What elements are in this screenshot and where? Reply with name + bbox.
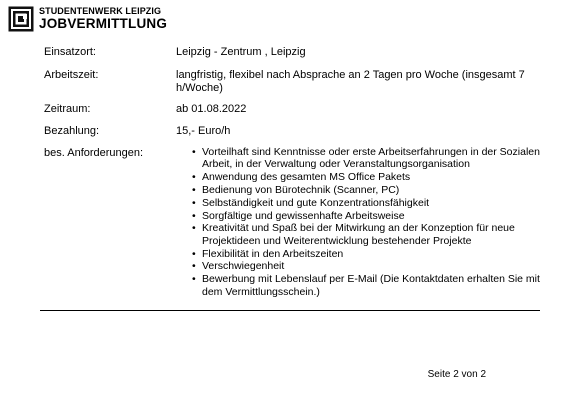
logo-line1: STUDENTENWERK LEIPZIG [39,6,162,17]
list-item: • Selbständigkeit und gute Konzentrationsfähigkeit [202,197,554,209]
logo [8,6,167,32]
list-item: • Bewerbung mit Lebenslauf per E-Mail (Die Kontaktdaten erhalten Sie mit dem Vermittlungsschein.) [202,273,554,298]
einsatzort-label: Einsatzort: [44,46,96,58]
bezahlung-label: Bezahlung: [44,125,100,137]
arbeitszeit-label: Arbeitszeit: [44,69,99,81]
list-item: • Bedienung von Bürotechnik (Scanner, PC) [202,184,554,196]
zeitraum-label: Zeitraum: [44,103,91,115]
studentenwerk-logo-icon [8,6,34,32]
list-item: • Anwendung des gesamten MS Office Pakets [202,171,554,183]
list-item: • Flexibilität in den Arbeitszeiten [202,248,554,260]
zeitraum-value: ab 01.08.2022 [176,103,247,115]
page-number: Seite 2 von 2 [427,369,486,380]
einsatzort-value: Leipzig - Zentrum , Leipzig [176,46,306,58]
requirements-list [202,146,554,298]
list-item: • Kreativität und Spaß bei der Mitwirkung an der Konzeption für neue Projektideen und Weiterentwicklung bestehender Projekte [202,222,554,247]
list-item: • Vorteilhaft sind Kenntnisse oder erste Arbeitserfahrungen in der Sozialen Arbeit, in der Verwaltung oder Veranstaltungsorganisation [202,146,554,171]
divider [40,310,540,311]
anforderungen-label: bes. Anforderungen: [44,147,144,159]
logo-line2: JOBVERMITTLUNG [39,16,168,32]
bezahlung-value: 15,- Euro/h [176,125,231,137]
list-item: • Verschwiegenheit [202,260,554,272]
list-item: • Sorgfältige und gewissenhafte Arbeitsweise [202,210,554,222]
arbeitszeit-value: langfristig, flexibel nach Absprache an 2 Tagen pro Woche (insgesamt 7 h/Woche) [176,69,525,94]
